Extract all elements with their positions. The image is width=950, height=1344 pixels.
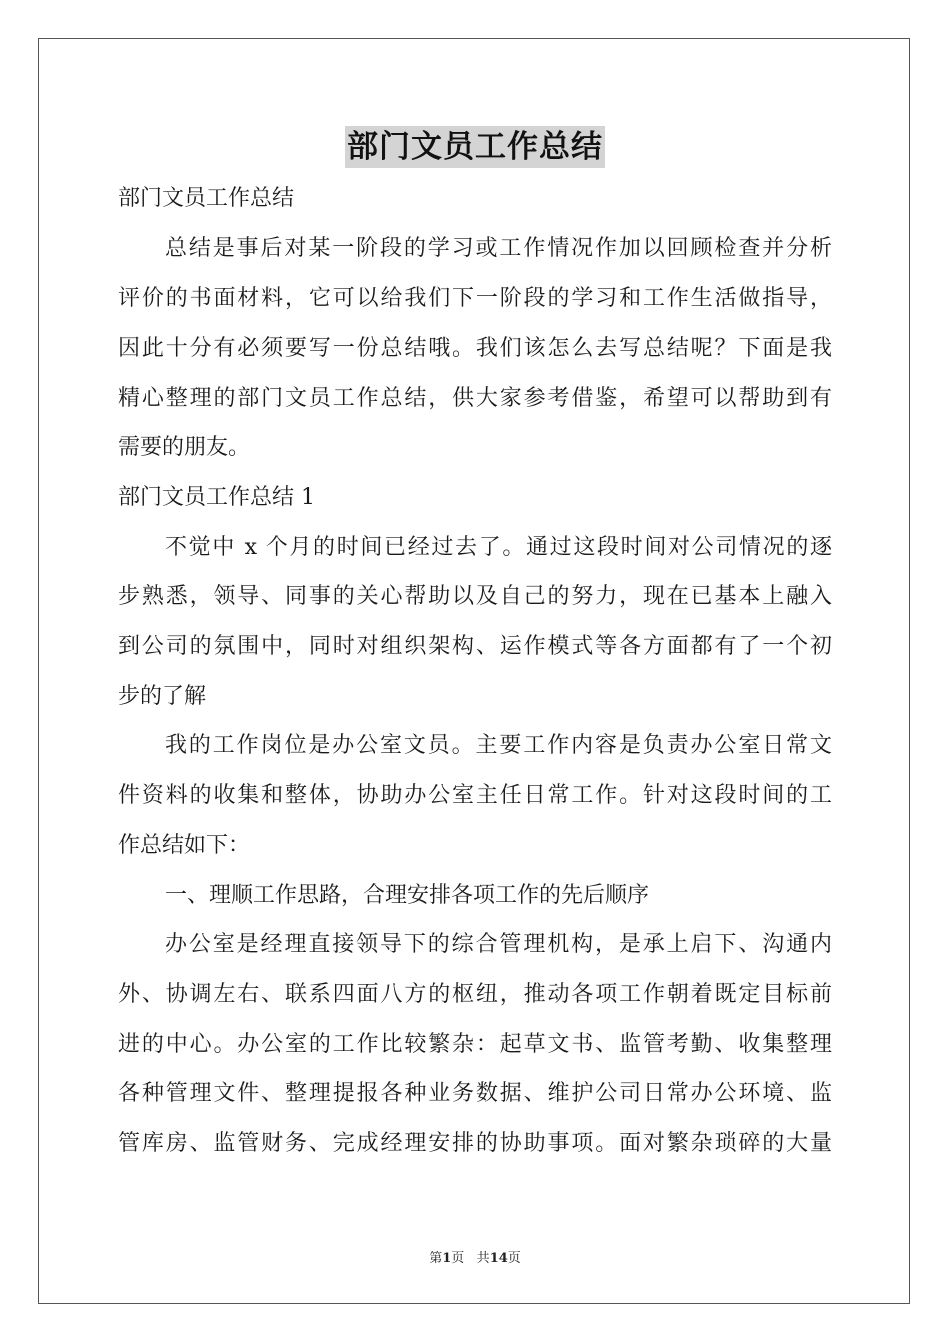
paragraph-line: 办公室是经理直接领导下的综合管理机构，是承上启下、沟通内 <box>165 932 832 957</box>
paragraph-line: 外、协调左右、联系四面八方的枢纽，推动各项工作朝着既定目标前 <box>118 982 832 1007</box>
paragraph-line: 件资料的收集和整体，协助办公室主任日常工作。针对这段时间的工 <box>118 783 832 808</box>
subtitle-line: 部门文员工作总结 <box>118 186 295 211</box>
paragraph-line: 到公司的氛围中，同时对组织架构、运作模式等各方面都有了一个初 <box>118 634 832 659</box>
document-title: 部门文员工作总结 <box>345 126 605 168</box>
total-suffix: 页 <box>507 1251 521 1266</box>
page-border <box>38 38 910 1304</box>
page-suffix: 页 <box>451 1251 465 1266</box>
section-heading: 一、理顺工作思路，合理安排各项工作的先后顺序 <box>165 883 650 908</box>
paragraph-line: 因此十分有必须要写一份总结哦。我们该怎么去写总结呢？下面是我 <box>118 336 832 361</box>
paragraph-line: 进的中心。办公室的工作比较繁杂：起草文书、监管考勤、收集整理 <box>118 1032 832 1057</box>
paragraph-line: 评价的书面材料，它可以给我们下一阶段的学习和工作生活做指导， <box>118 286 832 311</box>
page-number: 1 <box>442 1251 452 1266</box>
page-prefix: 第 <box>429 1251 443 1266</box>
page-footer <box>0 1247 950 1266</box>
paragraph-line: 作总结如下： <box>118 833 251 858</box>
paragraph-line: 步的了解 <box>118 684 207 709</box>
paragraph-line: 步熟悉，领导、同事的关心帮助以及自己的努力，现在已基本上融入 <box>118 584 832 609</box>
total-pages: 14 <box>489 1251 508 1266</box>
total-prefix: 共 <box>476 1251 490 1266</box>
paragraph-line: 精心整理的部门文员工作总结，供大家参考借鉴，希望可以帮助到有 <box>118 386 832 411</box>
paragraph-line: 总结是事后对某一阶段的学习或工作情况作加以回顾检查并分析 <box>165 236 832 261</box>
section-heading: 部门文员工作总结 1 <box>118 485 315 510</box>
title-container <box>0 126 950 168</box>
paragraph-line: 我的工作岗位是办公室文员。主要工作内容是负责办公室日常文 <box>165 733 832 758</box>
paragraph-line: 管库房、监管财务、完成经理安排的协助事项。面对繁杂琐碎的大量 <box>118 1131 832 1156</box>
paragraph-line: 各种管理文件、整理提报各种业务数据、维护公司日常办公环境、监 <box>118 1081 832 1106</box>
paragraph-line: 不觉中 x 个月的时间已经过去了。通过这段时间对公司情况的逐 <box>165 535 832 560</box>
paragraph-line: 需要的朋友。 <box>118 435 251 460</box>
